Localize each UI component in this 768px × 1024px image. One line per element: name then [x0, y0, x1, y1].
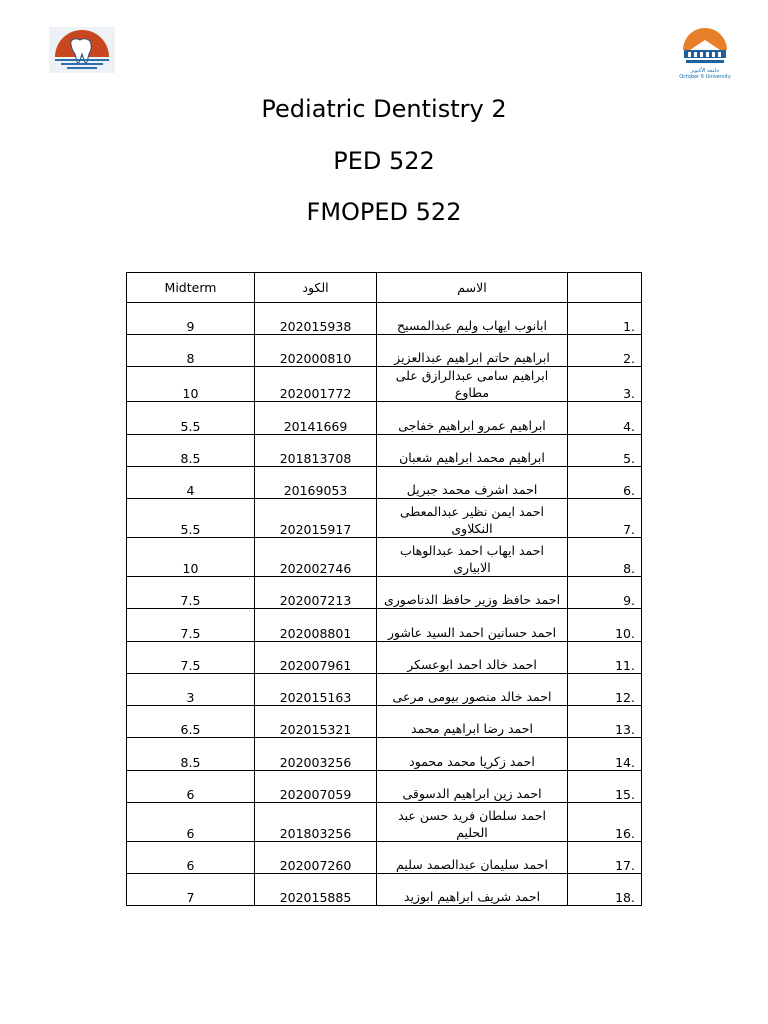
- row-number-cell: 4.: [568, 402, 642, 435]
- table-row: [127, 674, 642, 706]
- midterm-cell: 7.5: [127, 642, 255, 674]
- code-cell: 202007059: [255, 771, 377, 803]
- row-number-cell: 16.: [568, 803, 642, 842]
- table-row: [127, 771, 642, 803]
- midterm-cell: 7.5: [127, 609, 255, 642]
- code-cell: 202007260: [255, 842, 377, 874]
- name-cell: احمد خالد منصور بيومى مرعى: [377, 674, 568, 706]
- row-number-cell: 6.: [568, 467, 642, 499]
- name-cell: احمد سليمان عبدالصمد سليم: [377, 842, 568, 874]
- table-row: [127, 738, 642, 771]
- code-cell: 201803256: [255, 803, 377, 842]
- university-logo-text: جامعة الأكتوبر October 6 University: [679, 68, 731, 80]
- table-row: [127, 402, 642, 435]
- table-row: [127, 842, 642, 874]
- name-cell: احمد سلطان فريد حسن عبد الحليم: [377, 803, 568, 842]
- row-number-cell: 1.: [568, 303, 642, 335]
- code-cell: 202001772: [255, 367, 377, 402]
- midterm-cell: 6: [127, 842, 255, 874]
- course-code-alt: FMOPED 522: [306, 198, 462, 226]
- table-row: [127, 577, 642, 609]
- row-number-cell: 3.: [568, 367, 642, 402]
- name-cell: احمد ايهاب احمد عبدالوهاب الابيارى: [377, 538, 568, 577]
- midterm-cell: 7.5: [127, 577, 255, 609]
- name-cell: احمد اشرف محمد جبريل: [377, 467, 568, 499]
- row-number-cell: 15.: [568, 771, 642, 803]
- header-number: [568, 273, 642, 303]
- name-cell: ابراهيم سامى عبدالرازق على مطاوع: [377, 367, 568, 402]
- code-cell: 202015938: [255, 303, 377, 335]
- row-number-cell: 17.: [568, 842, 642, 874]
- table-row: [127, 874, 642, 906]
- course-title: Pediatric Dentistry 2: [261, 95, 507, 123]
- dental-faculty-logo: [49, 27, 115, 73]
- table-row: [127, 706, 642, 738]
- name-cell: احمد خالد احمد ابوعسكر: [377, 642, 568, 674]
- table-row: [127, 538, 642, 577]
- table-row: [127, 335, 642, 367]
- name-cell: احمد زين ابراهيم الدسوقى: [377, 771, 568, 803]
- midterm-cell: 6: [127, 803, 255, 842]
- code-cell: 202007213: [255, 577, 377, 609]
- code-cell: 202015917: [255, 499, 377, 538]
- row-number-cell: 14.: [568, 738, 642, 771]
- midterm-cell: 3: [127, 674, 255, 706]
- row-number-cell: 5.: [568, 435, 642, 467]
- header-code: الكود: [255, 273, 377, 303]
- course-code: PED 522: [333, 147, 435, 175]
- row-number-cell: 7.: [568, 499, 642, 538]
- table-row: [127, 367, 642, 402]
- midterm-cell: 6: [127, 771, 255, 803]
- university-logo: [676, 22, 734, 84]
- name-cell: احمد حافظ وزير حافظ الدناصورى: [377, 577, 568, 609]
- name-cell: احمد حسانين احمد السيد عاشور: [377, 609, 568, 642]
- name-cell: احمد ايمن نظير عبدالمعطى النكلاوى: [377, 499, 568, 538]
- table-row: [127, 303, 642, 335]
- table-header-row: [127, 273, 642, 303]
- code-cell: 202002746: [255, 538, 377, 577]
- midterm-cell: 10: [127, 538, 255, 577]
- code-cell: 202015885: [255, 874, 377, 906]
- row-number-cell: 10.: [568, 609, 642, 642]
- name-cell: احمد شريف ابراهيم ابوزيد: [377, 874, 568, 906]
- code-cell: 202015321: [255, 706, 377, 738]
- row-number-cell: 13.: [568, 706, 642, 738]
- header-name: الاسم: [377, 273, 568, 303]
- name-cell: ابراهيم محمد ابراهيم شعبان: [377, 435, 568, 467]
- code-cell: 202007961: [255, 642, 377, 674]
- table-row: [127, 435, 642, 467]
- row-number-cell: 18.: [568, 874, 642, 906]
- code-cell: 202000810: [255, 335, 377, 367]
- midterm-cell: 4: [127, 467, 255, 499]
- midterm-cell: 7: [127, 874, 255, 906]
- header-midterm: Midterm: [127, 273, 255, 303]
- university-emblem-icon: [676, 22, 734, 68]
- table-row: [127, 499, 642, 538]
- midterm-cell: 8.5: [127, 435, 255, 467]
- row-number-cell: 9.: [568, 577, 642, 609]
- name-cell: احمد زكريا محمد محمود: [377, 738, 568, 771]
- midterm-cell: 6.5: [127, 706, 255, 738]
- code-cell: 20141669: [255, 402, 377, 435]
- table-row: [127, 642, 642, 674]
- code-cell: 202008801: [255, 609, 377, 642]
- name-cell: ابراهيم حاتم ابراهيم عبدالعزيز: [377, 335, 568, 367]
- row-number-cell: 11.: [568, 642, 642, 674]
- code-cell: 202003256: [255, 738, 377, 771]
- table-row: [127, 803, 642, 842]
- row-number-cell: 12.: [568, 674, 642, 706]
- grades-table: [126, 272, 642, 906]
- name-cell: ابانوب ايهاب وليم عبدالمسيح: [377, 303, 568, 335]
- midterm-cell: 8: [127, 335, 255, 367]
- code-cell: 202015163: [255, 674, 377, 706]
- tooth-logo-icon: [49, 27, 115, 73]
- code-cell: 201813708: [255, 435, 377, 467]
- name-cell: احمد رضا ابراهيم محمد: [377, 706, 568, 738]
- midterm-cell: 9: [127, 303, 255, 335]
- midterm-cell: 5.5: [127, 499, 255, 538]
- midterm-cell: 10: [127, 367, 255, 402]
- midterm-cell: 5.5: [127, 402, 255, 435]
- table-row: [127, 467, 642, 499]
- name-cell: ابراهيم عمرو ابراهيم خفاجى: [377, 402, 568, 435]
- midterm-cell: 8.5: [127, 738, 255, 771]
- row-number-cell: 8.: [568, 538, 642, 577]
- code-cell: 20169053: [255, 467, 377, 499]
- row-number-cell: 2.: [568, 335, 642, 367]
- table-row: [127, 609, 642, 642]
